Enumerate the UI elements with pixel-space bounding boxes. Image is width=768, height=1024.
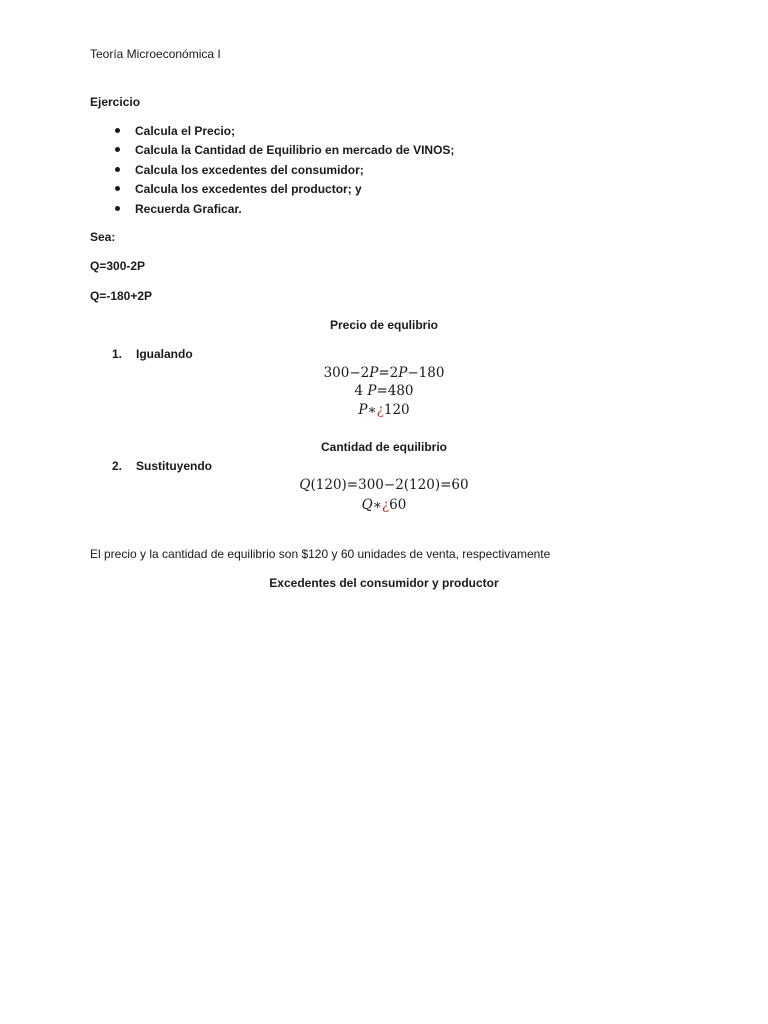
- bullet-icon: [115, 147, 120, 152]
- quantity-section-title: Cantidad de equilibrio: [320, 440, 447, 454]
- sea-label: Sea:: [90, 230, 116, 244]
- document-header: Teoría Microeconómica I: [90, 47, 221, 61]
- step-label: Igualando: [136, 347, 193, 361]
- bullet-icon: [115, 206, 120, 211]
- list-item: [90, 202, 454, 221]
- equation-line-3: P∗¿120: [358, 402, 410, 418]
- surplus-section-title: Excedentes del consumidor y productor: [269, 576, 499, 590]
- equation-line-5: Q∗¿60: [361, 497, 407, 513]
- price-section-title: Precio de equlibrio: [329, 318, 439, 332]
- bullet-icon: [115, 186, 120, 191]
- list-item-text: Calcula el Precio;: [135, 124, 236, 138]
- step-2: [112, 459, 212, 473]
- list-item: [90, 124, 454, 143]
- list-item-text: Recuerda Graficar.: [135, 201, 242, 216]
- list-item-text: Calcula la Cantidad de Equilibrio en mercado de VINOS;: [135, 143, 455, 158]
- list-item-text: Calcula los excedentes del consumidor;: [135, 162, 364, 177]
- list-item-text: Calcula los excedentes del productor; y: [135, 182, 362, 197]
- exercise-heading: Ejercicio: [90, 95, 141, 109]
- conclusion-paragraph: El precio y la cantidad de equilibrio son $120 y 60 unidades de venta, respectivamente: [90, 547, 551, 561]
- list-item: [90, 182, 454, 201]
- list-item: [90, 163, 454, 182]
- demand-equation: Q=300-2P: [90, 259, 146, 273]
- equation-line-2: 4 P=480: [354, 383, 414, 399]
- bullet-icon: [115, 167, 120, 172]
- step-number: 1.: [112, 347, 123, 361]
- equation-line-1: 300−2P=2P−180: [323, 365, 445, 381]
- step-label: Sustituyendo: [136, 459, 213, 473]
- bullet-icon: [115, 128, 120, 133]
- list-item: [90, 143, 454, 162]
- step-1: [112, 347, 193, 361]
- supply-equation: Q=-180+2P: [90, 289, 153, 303]
- task-list: [90, 124, 454, 221]
- step-number: 2.: [112, 459, 123, 473]
- equation-line-4: Q(120)=300−2(120)=60: [299, 477, 469, 493]
